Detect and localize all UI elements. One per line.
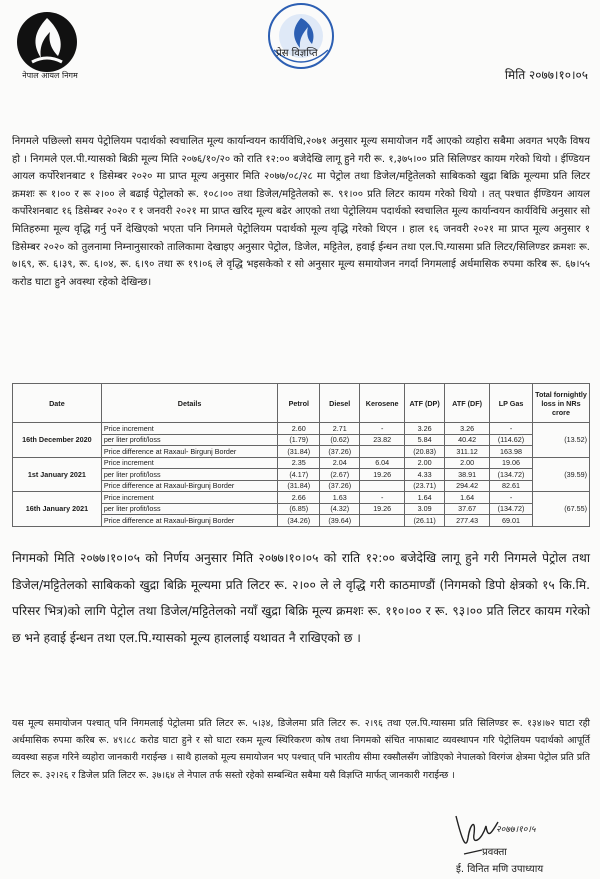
value-cell: (134.72): [490, 469, 533, 481]
value-cell: 2.35: [278, 457, 320, 469]
table-row: [13, 457, 590, 469]
value-cell: 2.71: [320, 423, 360, 435]
value-cell: 311.12: [445, 446, 490, 458]
value-cell: (39.64): [320, 515, 360, 527]
release-date: मिति २०७७।१०।०५: [504, 68, 588, 82]
corporation-seal-icon: [262, 0, 340, 78]
group-date-cell: 16th January 2021: [13, 492, 102, 527]
value-cell: 2.04: [320, 457, 360, 469]
detail-cell: Price difference at Raxaul-Birgunj Border: [101, 480, 278, 492]
intro-paragraph: निगमले पछिल्लो समय पेट्रोलियम पदार्थको स्वचालित मूल्य कार्यान्वयन कार्यविधि,२०७१ अनुसार मूल्य समायोजन गर्दै आएको व्यहोरा सबैमा अवगत भएकै विषय हो । निगमले एल.पी.ग्यासको बिक्री मूल्य मिति २०७६/१०/२० को राति १२:०० बजेदेखि लागू हुने गरी रू. १,३७५।०० प्रति सिलिण्डर कायम गरेको थियो । ईण्डियन आयल कर्पोरेशनबाट १ डिसेम्बर २०२० मा प्राप्त मूल्य अनुसार मिति २०७७/०८/२८ मा पेट्रोल तथा डिजेल/मट्टितेलको साबिकको खुद्रा बिक्रि मूल्यमा प्रति लिटर क्रमशः रू १।०० र रू २।०० ले बढाई पेट्रोलको रू. १०८।०० तथा डिजेल/मट्टितेलको रू. ९१।०० प्रति लिटर कायम गरेको थियो । तत् पश्चात ईण्डियन आयल कर्पोरेशनबाट १६ डिसेम्बर २०२० र १ जनवरी २०२१ मा प्राप्त खरिद मूल्य बढेर आएको तथा पेट्रोलियम पदार्थको स्वचालित मूल्य कार्यान्वयन कार्यविधि अनुसार सो मितिहरुमा मूल्य वृद्धि गर्नु पर्ने देखिएको भएता पनि निगमले पेट्रोलियम पदार्थको मूल्य वृद्धि गरेको थिएन । हाल १६ जनवरी २०२१ मा प्राप्त मूल्य अनुसार १ डिसेम्बर २०२० को तुलनामा निम्नानुसारको तालिकामा देखाइए अनुसार पेट्रोल, डिजेल, मट्टितेल, हवाई ईन्धन तथा एल.पि.ग्यासमा प्रति लिटर/सिलिण्डर क्रमशः रू. ७।६९, रू. ६।३९, रू. ६।०४, रू. ६।९० तथा रू १९।०६ ले वृद्धि भइसकेको र सो अनुसार मूल्य समायोजन नगर्दा निगमलाई अर्धमासिक रुपमा करिब रू. ६७।५५ करोड घाटा हुने अवस्था रहेको देखिन्छ।: [12, 136, 590, 288]
col-header: Details: [101, 384, 278, 423]
nepal-oil-corporation-logo-icon: [12, 8, 82, 78]
col-header: ATF (DF): [445, 384, 490, 423]
col-header: Diesel: [320, 384, 360, 423]
signatory-name: ई. विनित मणि उपाध्याय: [456, 864, 544, 875]
value-cell: [360, 446, 405, 458]
value-cell: -: [360, 492, 405, 504]
value-cell: -: [490, 423, 533, 435]
value-cell: (114.62): [490, 434, 533, 446]
total-loss-cell: (13.52): [533, 423, 590, 458]
col-header: Petrol: [278, 384, 320, 423]
value-cell: 277.43: [445, 515, 490, 527]
value-cell: -: [360, 423, 405, 435]
value-cell: 19.06: [490, 457, 533, 469]
value-cell: 1.64: [445, 492, 490, 504]
col-header: ATF (DP): [405, 384, 445, 423]
decision-paragraph: निगमको मिति २०७७।१०।०५ को निर्णय अनुसार मिति २०७७।१०।०५ को राति १२:०० बजेदेखि लागू हुने गरी निगमले पेट्रोल तथा डिजेल/मट्टितेलको साबिकको खुद्रा बिक्रि मूल्यमा प्रति लिटर रू. २।०० ले ले वृद्धि गरी काठमाण्डौं (निगमको डिपो क्षेत्रको १५ कि.मि. परिसर भित्र)को लागि पेट्रोल तथा डिजेल/मट्टितेलको नयाँ खुद्रा बिक्रि मूल्य क्रमशः रू. ११०।०० र रू. ९३।०० प्रति लिटर कायम गरेको छ भने हवाई ईन्धन तथा एल.पि.ग्यासको मूल्य हाललाई यथावत नै राखिएको छ ।: [12, 551, 590, 645]
col-header: LP Gas: [490, 384, 533, 423]
value-cell: 19.26: [360, 469, 405, 481]
value-cell: 38.91: [445, 469, 490, 481]
value-cell: (37.26): [320, 480, 360, 492]
left-logo-caption: नेपाल आयल निगम: [22, 71, 78, 80]
value-cell: (4.32): [320, 503, 360, 515]
loss-notice-paragraph: यस मूल्य समायोजन पश्चात् पनि निगमलाई पेट्रोलमा प्रति लिटर रू. ५।३४, डिजेलमा प्रति लिटर रू. २।९६ तथा एल.पि.ग्यासमा प्रति सिलिण्डर रू. १३४।७२ घाटा रही अर्धमासिक रुपमा करिब रू. ४९।८८ करोड घाटा हुने र सो घाटा रकम मूल्य स्थिरिकरण कोष तथा निगमको संचित नाफाबाट व्यवस्थापन गरि पेट्रोलियम पदार्थको आपूर्ति व्यवस्था सहज गरिने व्यहोरा जानकारी गराईन्छ । साथै हालको मूल्य समायोजन भए पश्चात् पनि भारतीय सीमा रक्सौलसँग जोडिएको नेपालको विरगंज क्षेत्रमा पेट्रोल प्रति प्रति लिटर रू. ३२।२६ र डिजेल प्रति लिटर रू. ३७।६४ ले नेपाल तर्फ सस्तो रहेको सम्बन्धित सबैमा यसै विज्ञप्ति मार्फत् जानकारी गराईन्छ ।: [12, 718, 590, 781]
detail-cell: Price increment: [101, 492, 278, 504]
value-cell: 3.09: [405, 503, 445, 515]
value-cell: 19.26: [360, 503, 405, 515]
col-header: Kerosene: [360, 384, 405, 423]
detail-cell: Price increment: [101, 457, 278, 469]
detail-cell: Price increment: [101, 423, 278, 435]
value-cell: 2.66: [278, 492, 320, 504]
value-cell: 4.33: [405, 469, 445, 481]
value-cell: (1.79): [278, 434, 320, 446]
value-cell: 294.42: [445, 480, 490, 492]
total-loss-cell: (67.55): [533, 492, 590, 527]
value-cell: 1.63: [320, 492, 360, 504]
table-header-row: [13, 384, 590, 423]
detail-cell: per liter profit/loss: [101, 434, 278, 446]
value-cell: 1.64: [405, 492, 445, 504]
value-cell: (31.84): [278, 480, 320, 492]
value-cell: -: [490, 492, 533, 504]
value-cell: (34.26): [278, 515, 320, 527]
table-row: [13, 492, 590, 504]
table-row: [13, 423, 590, 435]
value-cell: 2.00: [445, 457, 490, 469]
col-header: Date: [13, 384, 102, 423]
value-cell: 2.60: [278, 423, 320, 435]
value-cell: (0.62): [320, 434, 360, 446]
value-cell: 82.61: [490, 480, 533, 492]
price-table: [12, 383, 590, 527]
total-loss-cell: (39.59): [533, 457, 590, 492]
detail-cell: per liter profit/loss: [101, 469, 278, 481]
detail-cell: per liter profit/loss: [101, 503, 278, 515]
value-cell: 2.00: [405, 457, 445, 469]
value-cell: 5.84: [405, 434, 445, 446]
value-cell: [360, 480, 405, 492]
value-cell: [360, 515, 405, 527]
value-cell: (6.85): [278, 503, 320, 515]
value-cell: (31.84): [278, 446, 320, 458]
value-cell: (4.17): [278, 469, 320, 481]
value-cell: 69.01: [490, 515, 533, 527]
value-cell: (134.72): [490, 503, 533, 515]
signatory-title: प्रवक्ता: [482, 847, 507, 858]
value-cell: (20.83): [405, 446, 445, 458]
value-cell: 23.82: [360, 434, 405, 446]
col-header: Total fornightly loss in NRs crore: [533, 384, 590, 423]
value-cell: 3.26: [405, 423, 445, 435]
value-cell: (2.67): [320, 469, 360, 481]
svg-text:२०७७।१०।५: २०७७।१०।५: [496, 825, 536, 835]
value-cell: 3.26: [445, 423, 490, 435]
press-release-title: प्रेस विज्ञप्ति: [276, 48, 318, 59]
detail-cell: Price difference at Raxaul- Birgunj Border: [101, 446, 278, 458]
group-date-cell: 1st January 2021: [13, 457, 102, 492]
value-cell: 163.98: [490, 446, 533, 458]
value-cell: (26.11): [405, 515, 445, 527]
value-cell: 37.67: [445, 503, 490, 515]
value-cell: 40.42: [445, 434, 490, 446]
value-cell: 6.04: [360, 457, 405, 469]
value-cell: (23.71): [405, 480, 445, 492]
group-date-cell: 16th December 2020: [13, 423, 102, 458]
detail-cell: Price difference at Raxaul-Birgunj Border: [101, 515, 278, 527]
value-cell: (37.26): [320, 446, 360, 458]
